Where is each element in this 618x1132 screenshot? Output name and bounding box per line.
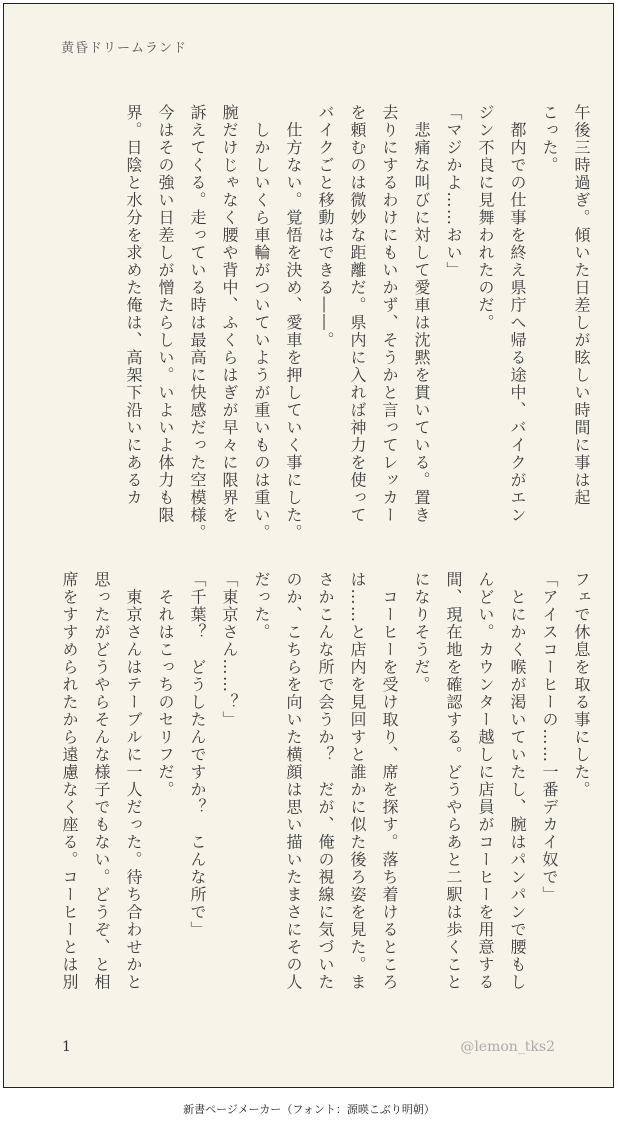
book-page bbox=[3, 3, 614, 1088]
text-line: 仕方ない。覚悟を決め、愛車を押していく事にした。 bbox=[284, 104, 303, 542]
text-line: 去りにするわけにもいかず、そうかと言ってレッカー bbox=[380, 104, 399, 524]
text-line: コーヒーを受け取り、席を探す。落ち着けるところ bbox=[380, 571, 399, 991]
text-line: フェで休息を取る事にした。 bbox=[572, 571, 591, 799]
text-line: 界。日陰と水分を求めた俺は、高架下沿いにあるカ bbox=[124, 104, 143, 507]
text-line: 訴えてくる。走っている時は最高に快感だった空模様。 bbox=[188, 104, 207, 542]
text-line: になりそうだ。 bbox=[412, 571, 431, 694]
text-line: さかこんな所で会うか？ だが、俺の視線に気づいた bbox=[316, 571, 335, 991]
running-header-title: 黄昏ドリームランド bbox=[61, 41, 188, 56]
text-line: 思ったがどうやらそんな様子でもない。どうぞ、と相 bbox=[92, 571, 111, 991]
text-line: ジン不良に見舞われたのだ。 bbox=[476, 104, 495, 332]
text-line: とにかく喉が渇いていたし、腕はパンパンで腰もし bbox=[508, 571, 527, 991]
text-line: んどい。カウンター越しに店員がコーヒーを用意する bbox=[476, 571, 495, 991]
text-line: 都内での仕事を終え県庁へ帰る途中、バイクがエン bbox=[508, 104, 527, 524]
text-line: 「マジかよ……おい」 bbox=[444, 104, 463, 279]
generator-caption: 新書ページメーカー（フォント：源暎こぶり明朝） bbox=[183, 1103, 435, 1116]
text-line: のか、こちらを向いた横顔は思い描いたまさにその人 bbox=[284, 571, 303, 991]
text-line: だった。 bbox=[252, 571, 271, 641]
text-line: 間、現在地を確認する。どうやらあと二駅は歩くこと bbox=[444, 571, 463, 991]
text-line: 東京さんはテーブルに一人だった。待ち合わせかと bbox=[124, 571, 143, 991]
text-line: バイクごと移動はできる――。 bbox=[316, 104, 335, 349]
text-line: 午後三時過ぎ。傾いた日差しが眩しい時間に事は起 bbox=[572, 104, 591, 507]
text-column-top bbox=[124, 104, 597, 542]
text-line: それはこっちのセリフだ。 bbox=[156, 571, 175, 799]
text-line: しかしいくら車輪がついていようが重いものは重い。 bbox=[252, 104, 271, 542]
text-line: 「アイスコーヒーの……一番デカイ奴で」 bbox=[540, 571, 559, 904]
text-line: こった。 bbox=[540, 104, 559, 174]
text-line: を頼むのは微妙な距離だ。県内に入れば神力を使って bbox=[348, 104, 367, 524]
text-column-bottom bbox=[60, 571, 597, 1001]
page-number: 1 bbox=[62, 1039, 71, 1055]
text-line: 「千葉？ どうしたんですか？ こんな所で」 bbox=[188, 571, 207, 939]
author-credit: @lemon_tks2 bbox=[460, 1039, 555, 1055]
text-line: 腕だけじゃなく腰や背中、ふくらはぎが早々に限界を bbox=[220, 104, 239, 524]
text-line: 悲痛な叫びに対して愛車は沈黙を貫いている。置き bbox=[412, 104, 431, 524]
text-line: 「東京さん……？」 bbox=[220, 571, 239, 729]
text-line: 今はその強い日差しが憎たらしい。いよいよ体力も限 bbox=[156, 104, 175, 524]
text-line: は……と店内を見回すと誰かに似た後ろ姿を見た。ま bbox=[348, 571, 367, 991]
text-line: 席をすすめられたから遠慮なく座る。コーヒーとは別 bbox=[60, 571, 79, 991]
